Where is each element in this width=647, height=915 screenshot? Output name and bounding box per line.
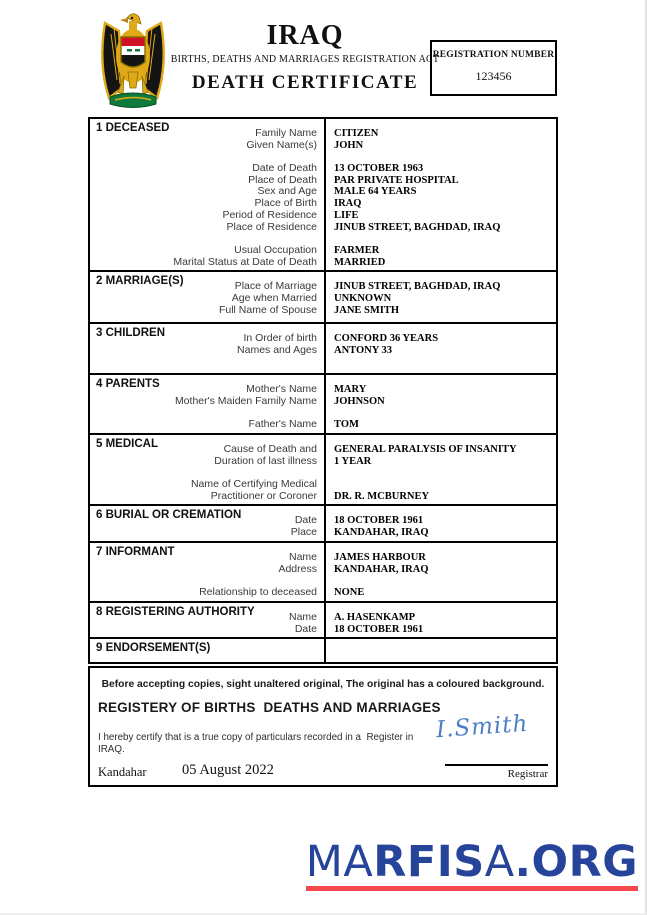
field-value: 18 OCTOBER 1961 — [334, 515, 424, 527]
section-value-cell — [324, 543, 556, 601]
section-title: 2 MARRIAGE(S) — [96, 275, 184, 288]
section-title: 3 CHILDREN — [96, 327, 166, 340]
field-label: Mother's Name — [246, 383, 317, 396]
certification-footer — [88, 666, 558, 787]
field-label: Full Name of Spouse — [218, 303, 317, 316]
certify-statement — [98, 732, 438, 755]
field-value — [334, 575, 556, 587]
field-label: Relationship to deceased — [199, 585, 317, 598]
field-values — [326, 648, 556, 650]
section-label-cell — [90, 375, 324, 433]
section-9 — [90, 637, 556, 662]
section-5 — [90, 433, 556, 504]
field-value: DR. R. MCBURNEY — [334, 490, 430, 502]
field-label: Given Name(s) — [246, 138, 317, 151]
field-label: Name of Certifying Medical — [190, 478, 317, 491]
field-values — [326, 444, 556, 504]
field-value: TOM — [334, 419, 359, 431]
field-value: UNKNOWN — [334, 292, 392, 304]
certificate-body — [88, 117, 558, 787]
field-label: Mother's Maiden Family Name — [174, 394, 317, 407]
field-label: Place of Residence — [226, 220, 317, 233]
field-label: Period of Residence — [222, 208, 317, 221]
field-value: JINUB STREET, BAGHDAD, IRAQ — [334, 221, 501, 233]
field-value: FARMER — [334, 244, 380, 256]
field-value — [334, 479, 556, 491]
field-value: KANDAHAR, IRAQ — [334, 527, 429, 539]
watermark-letter: S — [453, 837, 485, 887]
field-label: In Order of birth — [243, 332, 317, 345]
field-value: LIFE — [334, 209, 359, 221]
field-label: Date — [294, 622, 317, 635]
watermark-letter: F — [406, 837, 437, 887]
section-label-cell — [90, 119, 324, 270]
section-1 — [90, 119, 556, 270]
field-label: Usual Occupation — [234, 243, 317, 256]
field-values — [326, 612, 556, 637]
field-value: CONFORD 36 YEARS — [334, 333, 439, 345]
registration-number-label: REGISTRATION NUMBER — [432, 50, 555, 60]
watermark-letter: R — [568, 837, 603, 887]
watermark-text — [305, 837, 638, 887]
field-label: Cause of Death and — [223, 443, 317, 455]
field-value — [334, 151, 556, 163]
field-label: Marital Status at Date of Death — [173, 255, 317, 268]
field-values — [326, 128, 556, 270]
field-value: 1 YEAR — [334, 455, 372, 467]
field-value: A. HASENKAMP — [334, 611, 416, 623]
watermark-letter: O — [531, 837, 569, 887]
issue-date: 05 August 2022 — [182, 762, 274, 779]
country-title: IRAQ — [266, 20, 344, 51]
section-title: 9 ENDORSEMENT(S) — [96, 642, 211, 655]
field-value: JANE SMITH — [334, 304, 400, 316]
field-label: Sex and Age — [257, 185, 317, 198]
section-label-cell — [90, 639, 324, 662]
field-label: Names and Ages — [237, 343, 317, 356]
section-6 — [90, 504, 556, 540]
field-value: 13 OCTOBER 1963 — [334, 163, 424, 175]
field-label: Age when Married — [231, 291, 317, 304]
field-value: PAR PRIVATE HOSPITAL — [334, 174, 459, 186]
field-value: JINUB STREET, BAGHDAD, IRAQ — [334, 281, 501, 293]
field-value: IRAQ — [334, 198, 362, 210]
section-title: 1 DECEASED — [96, 122, 170, 134]
signature-line — [445, 764, 548, 766]
certify-line2: IRAQ. — [98, 743, 125, 755]
field-value: GENERAL PARALYSIS OF INSANITY — [334, 444, 517, 455]
field-label: Family Name — [255, 127, 317, 139]
field-value — [334, 233, 556, 245]
section-8 — [90, 601, 556, 637]
registrar-signature: I.Smith — [434, 710, 529, 744]
field-value: JOHNSON — [334, 395, 385, 407]
copies-notice: Before accepting copies, sight unaltered original, The original has a coloured background. — [101, 679, 545, 691]
field-value: NONE — [334, 586, 365, 598]
watermark-letter: M — [305, 837, 344, 887]
section-value-cell — [324, 375, 556, 433]
field-labels — [90, 552, 324, 601]
field-value: JOHN — [334, 139, 364, 151]
section-3 — [90, 322, 556, 373]
field-labels — [90, 384, 324, 433]
field-labels — [90, 128, 324, 270]
field-label: Place of Birth — [254, 197, 317, 210]
field-label: Place — [290, 526, 317, 539]
field-value: ANTONY 33 — [334, 344, 393, 356]
watermark-letter: A — [484, 837, 515, 887]
section-label-cell — [90, 506, 324, 540]
certificate-table — [88, 117, 558, 664]
field-label: Practitioner or Coroner — [210, 489, 317, 502]
section-title: 8 REGISTERING AUTHORITY — [96, 605, 255, 618]
field-value — [334, 408, 556, 420]
site-watermark — [305, 837, 638, 891]
field-values — [326, 552, 556, 601]
section-value-cell — [324, 603, 556, 637]
field-label: Place of Marriage — [234, 280, 317, 293]
section-label-cell — [90, 603, 324, 637]
section-value-cell — [324, 435, 556, 504]
registration-number-box — [430, 40, 557, 96]
watermark-letter: G — [602, 837, 638, 887]
field-values — [326, 333, 556, 358]
section-value-cell — [324, 324, 556, 373]
section-value-cell — [324, 272, 556, 322]
issue-place: Kandahar — [98, 765, 147, 780]
section-label-cell — [90, 543, 324, 601]
field-label: Name — [288, 610, 317, 623]
field-value: KANDAHAR, IRAQ — [334, 563, 429, 575]
field-labels — [90, 444, 324, 504]
field-label: Address — [278, 562, 317, 575]
section-7 — [90, 541, 556, 601]
watermark-letter: I — [436, 837, 454, 887]
registration-number-value: 123456 — [475, 69, 512, 83]
field-label: Date of Death — [252, 162, 317, 175]
document-title: DEATH CERTIFICATE — [191, 72, 419, 93]
act-subtitle: BIRTHS, DEATHS AND MARRIAGES REGISTRATION ACT — [170, 54, 440, 65]
field-value: MARRIED — [334, 256, 386, 268]
registry-title: REGISTERY OF BIRTHS DEATHS AND MARRIAGES — [98, 700, 441, 716]
section-value-cell — [324, 119, 556, 270]
field-values — [326, 281, 556, 318]
field-label: Place of Death — [248, 173, 317, 186]
field-values — [326, 384, 556, 433]
watermark-letter: . — [514, 837, 532, 887]
field-label: Duration of last illness — [214, 454, 317, 467]
field-value — [334, 467, 556, 479]
field-label: Name — [288, 550, 317, 563]
field-value: MALE 64 YEARS — [334, 186, 417, 198]
section-title: 4 PARENTS — [96, 378, 160, 391]
registrar-label: Registrar — [507, 768, 548, 781]
field-value: MARY — [334, 384, 367, 396]
certificate-header — [140, 22, 470, 94]
section-2 — [90, 270, 556, 322]
section-title: 7 INFORMANT — [96, 545, 175, 558]
field-value: CITIZEN — [334, 128, 379, 139]
field-values — [326, 515, 556, 540]
field-value: JAMES HARBOUR — [334, 551, 426, 563]
certify-line1: I hereby certify that is a true copy of particulars recorded in a Register in — [98, 732, 414, 744]
section-4 — [90, 373, 556, 433]
field-value: 18 OCTOBER 1961 — [334, 623, 424, 635]
watermark-letter: R — [373, 837, 407, 887]
field-label: Date — [294, 514, 317, 527]
section-label-cell — [90, 272, 324, 322]
field-label: Father's Name — [248, 418, 317, 431]
section-label-cell — [90, 324, 324, 373]
watermark-letter: A — [343, 837, 374, 887]
section-title: 6 BURIAL OR CREMATION — [96, 509, 242, 522]
section-value-cell — [324, 506, 556, 540]
section-label-cell — [90, 435, 324, 504]
section-title: 5 MEDICAL — [96, 438, 158, 450]
section-value-cell — [324, 639, 556, 662]
